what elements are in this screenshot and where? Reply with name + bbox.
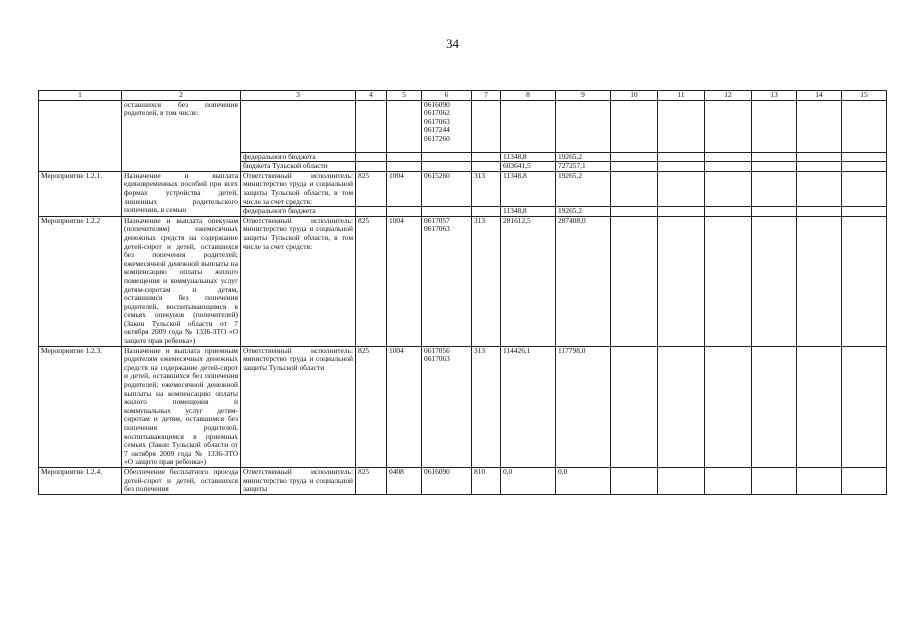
header-cell: 2: [122, 91, 241, 101]
cell-value: 0,0: [556, 467, 611, 494]
cell-value: 11348,8: [501, 207, 556, 217]
cell-executor: федерального бюджета: [241, 152, 356, 162]
header-cell: 9: [556, 91, 611, 101]
cell-value: 727257,1: [556, 162, 611, 172]
cell-executor: Ответственный исполнитель: министерство труда и социальной защиты Тульской области, в том числе за счет средств:: [241, 216, 356, 346]
cell-value: 287408,0: [556, 216, 611, 346]
header-cell: 3: [241, 91, 356, 101]
header-cell: 1: [39, 91, 122, 101]
cell-executor: федерального бюджета: [241, 207, 356, 217]
header-cell: 7: [472, 91, 501, 101]
cell-name: оставшихся без попечения родителей, в том числе:: [122, 100, 241, 171]
cell-executor: Ответственный исполнитель: министерство труда и социальной защиты Тульской области, в том числе за счет средств:: [241, 171, 356, 206]
header-cell: 6: [422, 91, 472, 101]
header-row: [39, 91, 887, 101]
cell-value: 19265,2: [556, 171, 611, 206]
header-cell: 11: [658, 91, 705, 101]
cell-name: Обеспечение бесплатного проезда детей-сирот и детей, оставшихся без попечения: [122, 467, 241, 494]
table-row: Мероприятие 1.2.2 Назначение и выплата опекунам (попечителям) ежемесячных денежных средств на содержание детей-сирот и детей, оставшихся без попечения родителей; ежемесячной денежной выплаты на компенсацию оплаты жилого помещения и коммунальных услуг детям-сиротам и детям, оставшимся без попечения родителей, воспитывающимся в семьях опекунов (попечителей) (Закон Тульской области от 7 октября 2009 года № 1336-ЗТО «О защите прав ребенка») Ответственный исполнитель: министерство труда и социальной защиты Тульской области, в том числе за счет средств: 825 1004 0617057 0617063 313 281612,5 287408,0: [39, 216, 887, 346]
header-cell: 14: [797, 91, 842, 101]
cell-executor: [241, 100, 356, 152]
cell-executor: Ответственный исполнитель: министерство труда и социальной защиты Тульской области: [241, 346, 356, 467]
cell-id: Мероприятие 1.2.4.: [39, 467, 122, 494]
cell-name: Назначение и выплата приемным родителям ежемесячных денежных средств на содержание детей-сирот и детей, оставшихся без попечения родителей; ежемесячной денежной выплаты на компенсацию оплаты жилого помещения и коммунальных услуг детям-сиротам и детям, оставшимся без попечения родителей, воспитывающимся в приемных семьях (Закон Тульской области от 7 октября 2009 года № 1336-ЗТО «О защите прав ребенка»): [122, 346, 241, 467]
cell-codes: 0616090 0617062 0617063 0617244 0617260: [422, 100, 472, 152]
table-row: [39, 100, 887, 152]
table-row: Мероприятие 1.2.3. Назначение и выплата приемным родителям ежемесячных денежных средств на содержание детей-сирот и детей, оставшихся без попечения родителей; ежемесячной денежной выплаты на компенсацию оплаты жилого помещения и коммунальных услуг детям-сиротам и детям, оставшимся без попечения родителей, воспитывающимся в приемных семьях (Закон Тульской области от 7 октября 2009 года № 1336-ЗТО «О защите прав ребенка») Ответственный исполнитель: министерство труда и социальной защиты Тульской области 825 1004 0617056 0617063 313 114426,1 117798,0: [39, 346, 887, 467]
cell-value: 19265,2: [556, 207, 611, 217]
program-table: [38, 90, 887, 495]
cell-id: Мероприятие 1.2.2: [39, 216, 122, 346]
header-cell: 8: [501, 91, 556, 101]
cell-id: [39, 100, 122, 171]
cell-name: Назначение и выплата единовременных пособий при всех формах устройства детей, лишенных родительского попечения, в семью: [122, 171, 241, 216]
cell-name: Назначение и выплата опекунам (попечителям) ежемесячных денежных средств на содержание детей-сирот и детей, оставшихся без попечения родителей; ежемесячной денежной выплаты на компенсацию оплаты жилого помещения и коммунальных услуг детям-сиротам и детям, оставшимся без попечения родителей, воспитывающимся в семьях опекунов (попечителей) (Закон Тульской области от 7 октября 2009 года № 1336-ЗТО «О защите прав ребенка»): [122, 216, 241, 346]
header-cell: 12: [705, 91, 752, 101]
header-cell: 4: [356, 91, 387, 101]
cell-value: 11348,8: [501, 171, 556, 206]
page-number: 34: [446, 36, 459, 51]
table-row: Мероприятие 1.2.4. Обеспечение бесплатного проезда детей-сирот и детей, оставшихся без попечения Ответственный исполнитель: министерство труда и социальной защиты 825 0408 0616090 810 0,0 0,0: [39, 467, 887, 494]
header-cell: 10: [611, 91, 658, 101]
cell-value: 0,0: [501, 467, 556, 494]
cell-value: 281612,5: [501, 216, 556, 346]
table-row: Мероприятие 1.2.1. Назначение и выплата единовременных пособий при всех формах устройства детей, лишенных родительского попечения, в семью Ответственный исполнитель: министерство труда и социальной защиты Тульской области, в том числе за счет средств: 825 1004 0615260 313 11348,8 19265,2: [39, 171, 887, 206]
cell-value: 114426,1: [501, 346, 556, 467]
cell-executor: Ответственный исполнитель: министерство труда и социальной защиты: [241, 467, 356, 494]
header-cell: 5: [387, 91, 422, 101]
cell-value: 603641,5: [501, 162, 556, 172]
header-cell: 13: [752, 91, 797, 101]
cell-executor: бюджета Тульской области: [241, 162, 356, 172]
cell-id: Мероприятие 1.2.3.: [39, 346, 122, 467]
cell-value: 117798,0: [556, 346, 611, 467]
cell-value: 11348,8: [501, 152, 556, 162]
cell-value: 19265,2: [556, 152, 611, 162]
header-cell: 15: [842, 91, 887, 101]
cell-id: Мероприятие 1.2.1.: [39, 171, 122, 216]
